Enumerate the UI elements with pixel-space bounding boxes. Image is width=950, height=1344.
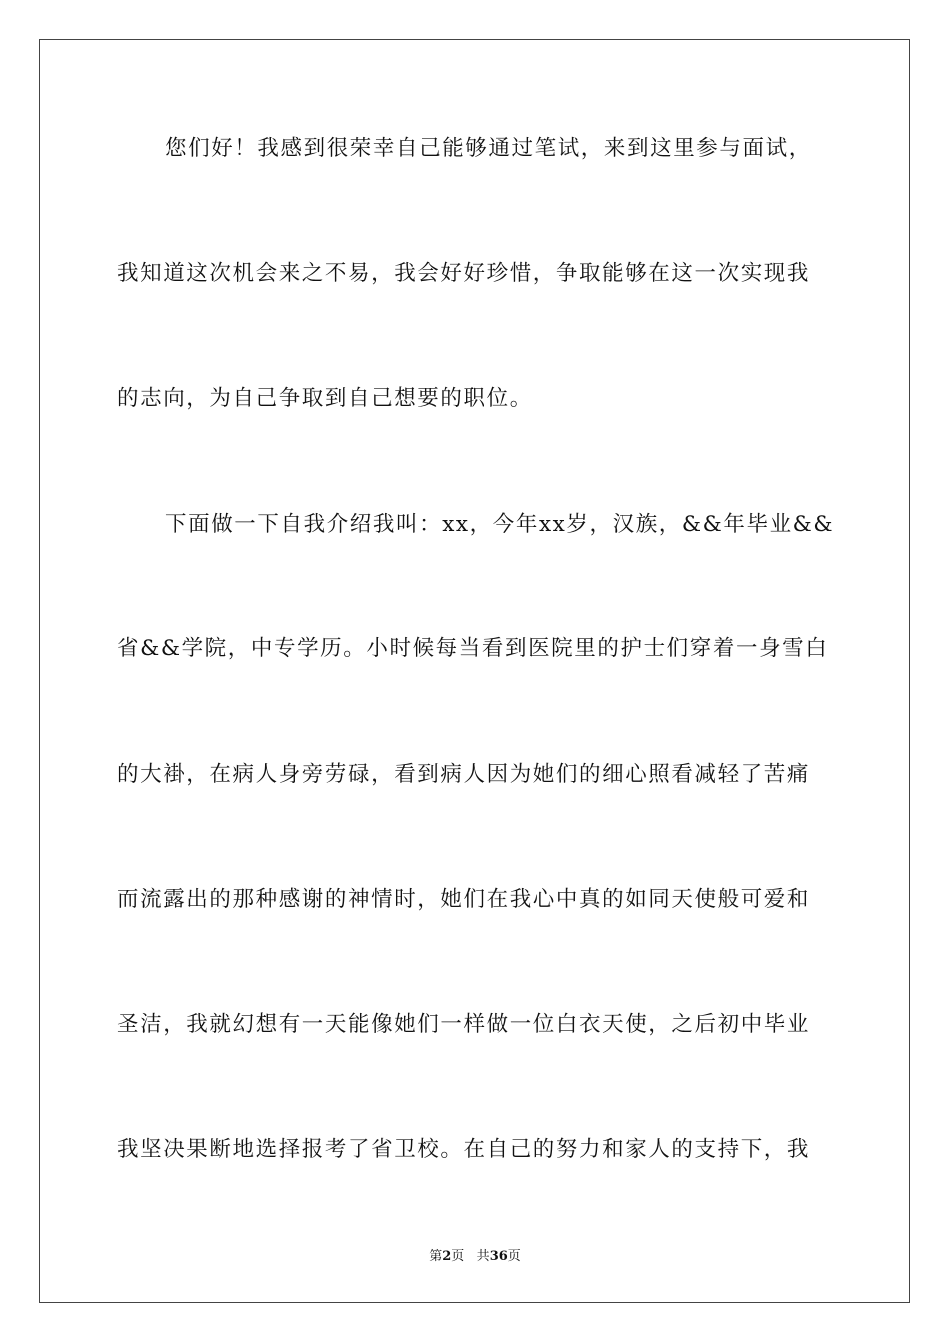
footer-total-pages: 36 bbox=[489, 1249, 508, 1264]
footer-page-prefix: 第 bbox=[429, 1249, 443, 1264]
text-line-1: 您们好！我感到很荣幸自己能够通过笔试，来到这里参与面试， bbox=[165, 136, 812, 161]
page-footer bbox=[0, 1248, 950, 1266]
text-line-9: 我坚决果断地选择报考了省卫校。在自己的努力和家人的支持下，我 bbox=[117, 1137, 811, 1162]
text-line-6: 的大褂，在病人身旁劳碌，看到病人因为她们的细心照看减轻了苦痛 bbox=[117, 762, 811, 787]
text-line-4: 下面做一下自我介绍我叫：xx，今年xx岁，汉族，&&年毕业&& bbox=[165, 512, 835, 537]
text-line-3: 的志向，为自己争取到自己想要的职位。 bbox=[117, 386, 533, 411]
footer-page-number: 2 bbox=[442, 1249, 452, 1264]
footer-total-prefix: 共 bbox=[476, 1249, 490, 1264]
text-line-2: 我知道这次机会来之不易，我会好好珍惜，争取能够在这一次实现我 bbox=[117, 261, 811, 286]
page-border bbox=[39, 39, 910, 1303]
footer-total-suffix: 页 bbox=[507, 1249, 521, 1264]
footer-page-suffix: 页 bbox=[451, 1249, 465, 1264]
text-line-7: 而流露出的那种感谢的神情时，她们在我心中真的如同天使般可爱和 bbox=[117, 887, 811, 912]
text-line-5: 省&&学院，中专学历。小时候每当看到医院里的护士们穿着一身雪白 bbox=[117, 636, 829, 661]
text-line-8: 圣洁，我就幻想有一天能像她们一样做一位白衣天使，之后初中毕业 bbox=[117, 1012, 811, 1037]
